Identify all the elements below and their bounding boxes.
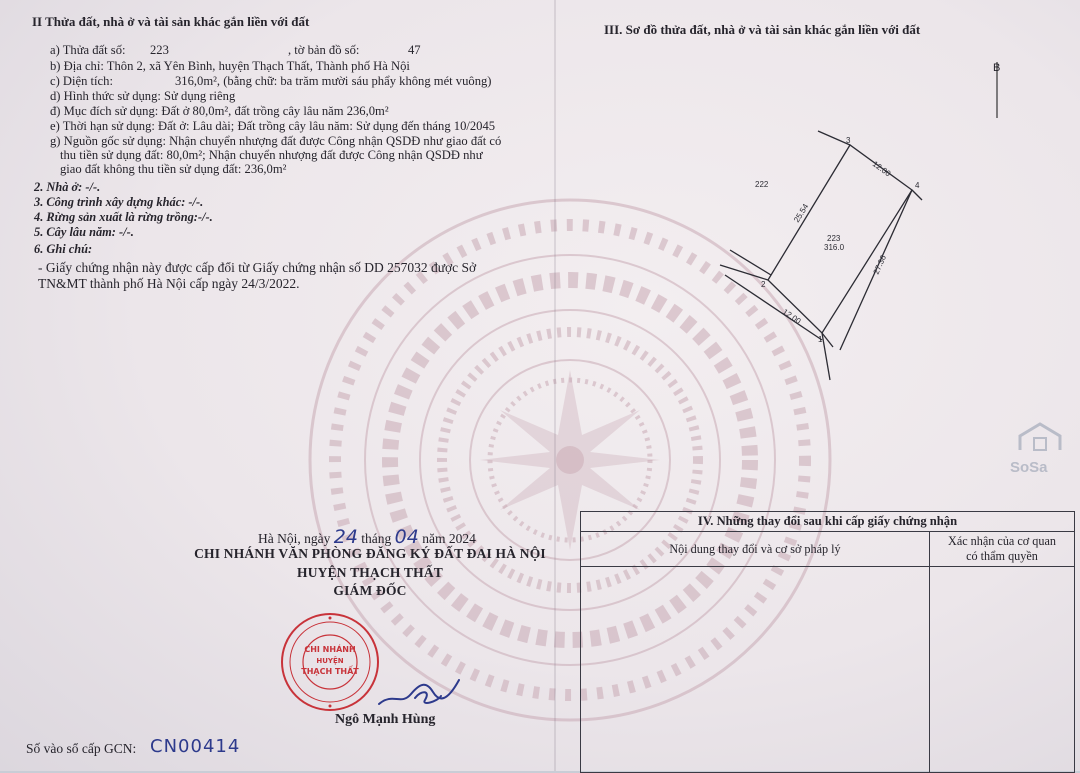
- neighbor-parcel-label: 222: [755, 180, 769, 189]
- confirmation-column-header: [930, 532, 1075, 567]
- edge-label-1-2: 12.00: [780, 307, 803, 326]
- svg-text:HUYỆN: HUYỆN: [316, 657, 344, 665]
- area-value: 316,0m², (bằng chữ: ba trăm mười sáu phẩy không mét vuông): [175, 74, 492, 88]
- handwritten-signature: [375, 672, 465, 712]
- confirmation-header-line-2: có thẩm quyền: [966, 549, 1038, 563]
- notes-title: 6. Ghi chú:: [34, 242, 93, 256]
- changes-column-header: Nội dung thay đổi và cơ sở pháp lý: [581, 532, 930, 567]
- date-year: năm 2024: [422, 531, 476, 546]
- issuing-org-line-2: HUYỆN THẠCH THẤT: [297, 565, 443, 580]
- sosanhnha-watermark: [1010, 420, 1080, 480]
- parcel-plot-diagram: [700, 115, 960, 415]
- changes-content-cell: [581, 567, 930, 773]
- origin-line-2: thu tiền sử dụng đất: 80,0m²; Nhận chuyển nhượng đất được Công nhận QSDĐ như: [60, 148, 483, 162]
- point-label-3: 3: [846, 136, 851, 145]
- date-month: 04: [394, 526, 419, 548]
- official-seal-stamp: [278, 610, 382, 714]
- construction-line: 3. Công trình xây dựng khác: -/-.: [34, 195, 204, 209]
- watermark-text: SoSa: [1010, 459, 1048, 476]
- perennial-line: 5. Cây lâu năm: -/-.: [34, 225, 134, 239]
- parcel-area-label: 316.0: [824, 243, 845, 252]
- map-sheet-label: , tờ bản đồ số:: [288, 43, 360, 57]
- svg-text:CHI NHÁNH: CHI NHÁNH: [304, 645, 356, 654]
- point-label-1: 1: [818, 335, 823, 344]
- point-label-4: 4: [915, 181, 920, 190]
- parcel-number-label: a) Thửa đất số:: [50, 43, 126, 57]
- issuing-org-line-1: CHI NHÁNH VĂN PHÒNG ĐĂNG KÝ ĐẤT ĐAI HÀ NỘI: [194, 546, 546, 561]
- edge-label-4-1: 27.36: [871, 253, 888, 276]
- north-label: B: [993, 62, 1001, 74]
- edge-label-2-3: 25.54: [792, 202, 811, 225]
- address-line: b) Địa chỉ: Thôn 2, xã Yên Bình, huyện Thạch Thất, Thành phố Hà Nội: [50, 59, 410, 73]
- date-month-label: tháng: [361, 531, 392, 546]
- section-4-title: IV. Những thay đổi sau khi cấp giấy chứng nhận: [581, 512, 1075, 532]
- area-label: c) Diện tích:: [50, 74, 113, 88]
- signer-name: Ngô Mạnh Hùng: [335, 712, 436, 727]
- director-title: GIÁM ĐỐC: [333, 583, 407, 598]
- map-sheet-value: 47: [408, 43, 421, 57]
- notes-line-1: - Giấy chứng nhận này được cấp đổi từ Giấy chứng nhận số DD 257032 được Sở: [38, 260, 477, 275]
- point-label-2: 2: [761, 280, 766, 289]
- notes-line-2: TN&MT thành phố Hà Nội cấp ngày 24/3/2022.: [38, 276, 300, 291]
- parcel-number-value: 223: [150, 43, 169, 57]
- registry-number: CN00414: [150, 736, 241, 757]
- section-3-title: III. Sơ đồ thửa đất, nhà ở và tài sản khác gắn liền với đất: [604, 22, 921, 37]
- term-line: e) Thời hạn sử dụng: Đất ở: Lâu dài; Đất trồng cây lâu năm: Sử dụng đến tháng 10/2045: [50, 119, 496, 133]
- parcel-number-label: 223: [827, 234, 841, 243]
- confirmation-content-cell: [930, 567, 1075, 773]
- edge-label-3-4: 12.00: [870, 159, 893, 179]
- purpose-line: đ) Mục đích sử dụng: Đất ở 80,0m², đất trồng cây lâu năm 236,0m²: [50, 104, 389, 118]
- changes-table: [580, 511, 1075, 773]
- forest-line: 4. Rừng sản xuất là rừng trồng:-/-.: [34, 210, 213, 224]
- date-day: 24: [333, 526, 358, 548]
- date-prefix: Hà Nội, ngày: [258, 531, 331, 546]
- confirmation-header-line-1: Xác nhận của cơ quan: [948, 534, 1056, 548]
- house-logo-icon: [1010, 420, 1070, 454]
- page-fold-line: [554, 0, 556, 771]
- origin-line-3: giao đất không thu tiền sử dụng đất: 236,0m²: [60, 162, 287, 176]
- house-line: 2. Nhà ở: -/-.: [34, 180, 101, 194]
- origin-line-1: g) Nguồn gốc sử dụng: Nhận chuyển nhượng đất được Công nhận QSDĐ như giao đất có: [50, 134, 502, 148]
- usage-form-line: d) Hình thức sử dụng: Sử dụng riêng: [50, 89, 236, 103]
- registry-label: Số vào sổ cấp GCN:: [26, 741, 137, 756]
- section-2-title: II Thửa đất, nhà ở và tài sản khác gắn liền với đất: [32, 14, 310, 29]
- svg-text:THẠCH THẤT: THẠCH THẤT: [301, 667, 359, 676]
